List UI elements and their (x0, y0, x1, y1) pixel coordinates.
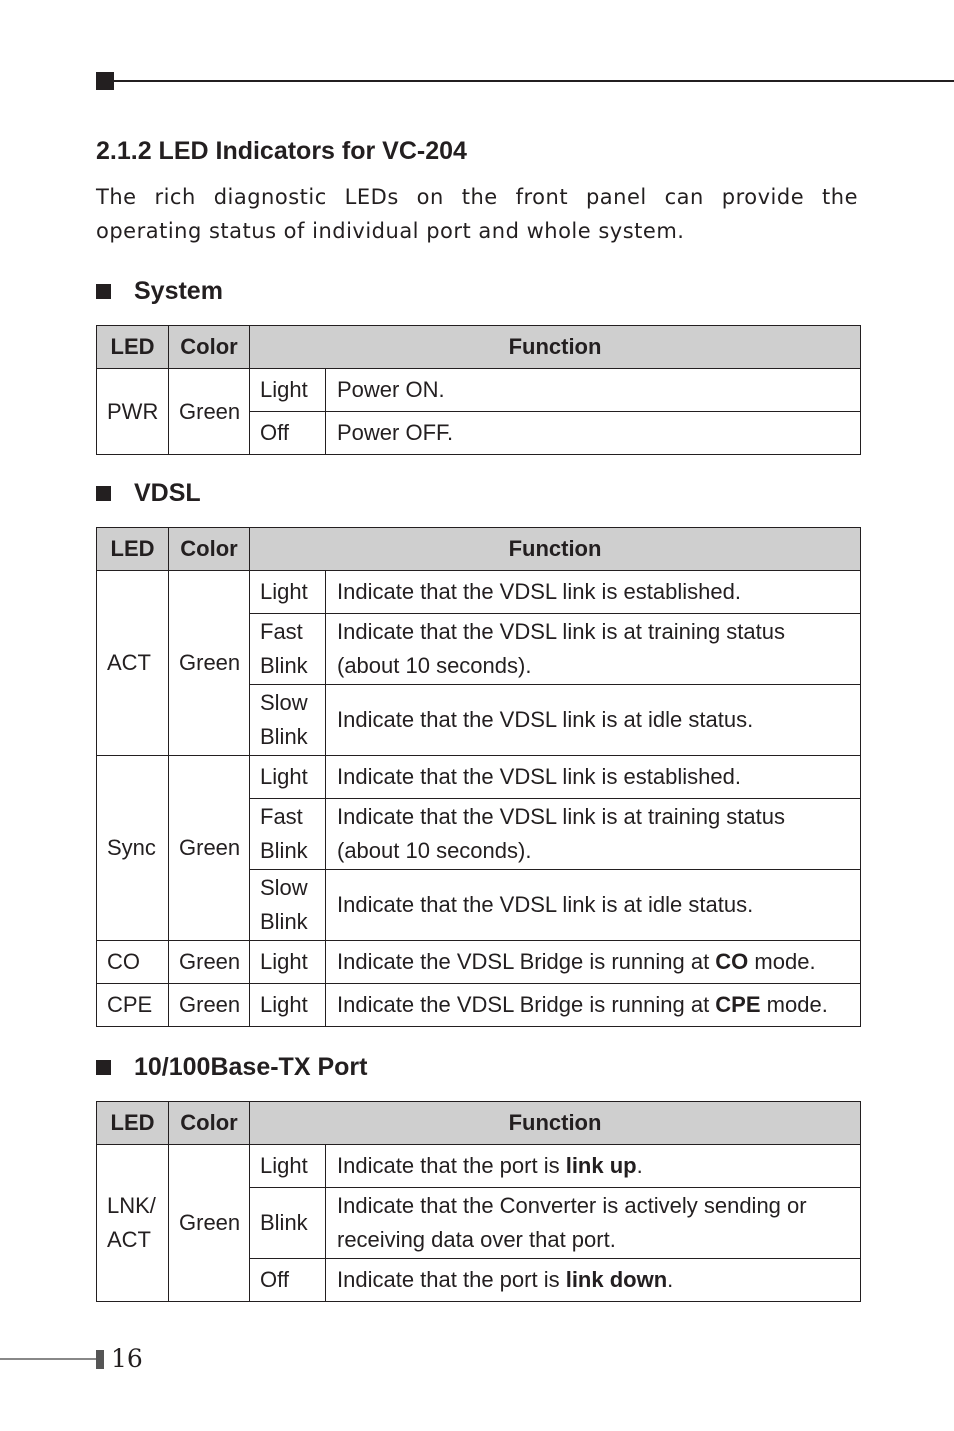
led-name: PWR (97, 369, 169, 455)
led-color: Green (169, 1145, 250, 1302)
section-heading: 2.1.2 LED Indicators for VC-204 (96, 137, 467, 165)
header-rule (114, 80, 954, 82)
led-function: Indicate that the Converter is actively sending or receiving data over that port. (326, 1188, 861, 1259)
header-rule-marker (96, 72, 114, 90)
led-function: Indicate that the VDSL link is at training status (about 10 seconds). (326, 799, 861, 870)
square-bullet-icon (96, 1060, 111, 1075)
led-state: Light (250, 941, 326, 984)
header-led: LED (97, 1102, 169, 1145)
header-function: Function (250, 1102, 861, 1145)
vdsl-led-table (96, 527, 861, 1027)
led-state: Fast Blink (250, 799, 326, 870)
led-function: Indicate that the VDSL link is at idle status. (326, 870, 861, 941)
led-state: Fast Blink (250, 614, 326, 685)
system-led-table (96, 325, 861, 455)
header-color: Color (169, 326, 250, 369)
led-state: Slow Blink (250, 685, 326, 756)
led-function: Indicate that the port is link down. (326, 1259, 861, 1302)
header-color: Color (169, 528, 250, 571)
led-function: Indicate the VDSL Bridge is running at CO mode. (326, 941, 861, 984)
intro-paragraph: The rich diagnostic LEDs on the front panel can provide the operating status of individual port and whole system. (96, 185, 858, 243)
table-row (97, 571, 861, 614)
page-number: 16 (111, 1344, 143, 1373)
led-function: Indicate that the VDSL link is at training status (about 10 seconds). (326, 614, 861, 685)
led-function: Indicate that the VDSL link is established. (326, 571, 861, 614)
table-row (97, 369, 861, 412)
footer-rule (0, 1358, 96, 1360)
system-section-title (96, 277, 223, 306)
table-row (97, 984, 861, 1027)
led-function: Indicate the VDSL Bridge is running at CPE mode. (326, 984, 861, 1027)
table-row (97, 941, 861, 984)
led-function: Power OFF. (326, 412, 861, 455)
led-state: Blink (250, 1188, 326, 1259)
port-title-text: 10/100Base-TX Port (134, 1053, 368, 1081)
led-color: Green (169, 571, 250, 756)
led-function: Power ON. (326, 369, 861, 412)
table-header-row (97, 326, 861, 369)
port-section-title (96, 1053, 367, 1082)
vdsl-section-title (96, 479, 201, 508)
port-led-table (96, 1101, 861, 1302)
led-function: Indicate that the port is link up. (326, 1145, 861, 1188)
led-state: Off (250, 412, 326, 455)
table-header-row (97, 1102, 861, 1145)
led-name: CO (97, 941, 169, 984)
table-row (97, 756, 861, 799)
header-led: LED (97, 326, 169, 369)
header-function: Function (250, 326, 861, 369)
led-color: Green (169, 756, 250, 941)
header-led: LED (97, 528, 169, 571)
led-name: LNK/ ACT (97, 1145, 169, 1302)
led-state: Light (250, 984, 326, 1027)
square-bullet-icon (96, 486, 111, 501)
system-title-text: System (134, 277, 223, 305)
footer-rule-marker (96, 1350, 104, 1369)
led-state: Light (250, 571, 326, 614)
table-header-row (97, 528, 861, 571)
vdsl-title-text: VDSL (134, 479, 201, 507)
led-function: Indicate that the VDSL link is established. (326, 756, 861, 799)
header-function: Function (250, 528, 861, 571)
led-name: CPE (97, 984, 169, 1027)
led-function: Indicate that the VDSL link is at idle status. (326, 685, 861, 756)
table-row (97, 1145, 861, 1188)
led-state: Light (250, 369, 326, 412)
led-state: Slow Blink (250, 870, 326, 941)
led-color: Green (169, 984, 250, 1027)
header-color: Color (169, 1102, 250, 1145)
led-state: Off (250, 1259, 326, 1302)
led-name: ACT (97, 571, 169, 756)
led-name: Sync (97, 756, 169, 941)
square-bullet-icon (96, 284, 111, 299)
led-state: Light (250, 756, 326, 799)
led-state: Light (250, 1145, 326, 1188)
led-color: Green (169, 941, 250, 984)
led-color: Green (169, 369, 250, 455)
